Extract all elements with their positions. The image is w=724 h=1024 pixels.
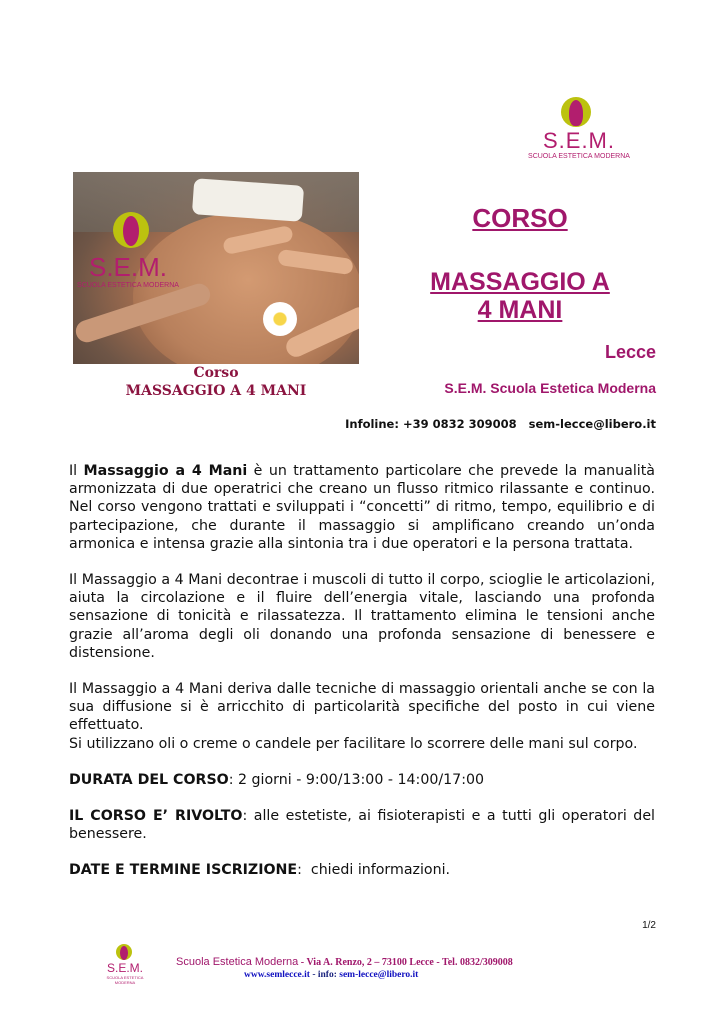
durata-value: : 2 giorni - 9:00/13:00 - 14:00/17:00 [228, 771, 485, 788]
date-line [69, 861, 655, 879]
page-title-massaggio [380, 268, 660, 324]
page-number: 1/2 [642, 920, 656, 931]
date-value: : chiedi informazioni. [297, 862, 451, 879]
paragraph-oils: Si utilizzano oli o creme o candele per facilitare lo scorrere delle mani sul corpo. [69, 735, 638, 752]
flower-icon [263, 302, 297, 336]
date-label: DATE E TERMINE ISCRIZIONE [69, 862, 298, 879]
logo-face-icon [123, 216, 139, 246]
durata-label: DURATA DEL CORSO [69, 771, 229, 788]
school-name: S.E.M. Scuola Estetica Moderna [444, 380, 656, 396]
rivolto-value: : alle estetiste, ai fisioterapisti e a tutti gli operatori del benessere. [69, 808, 655, 843]
page-title-corso: CORSO [472, 203, 568, 233]
footer-email-link[interactable]: sem-lecce@libero.it [339, 970, 419, 980]
paragraph-intro [69, 462, 655, 553]
logo-brand-text: S.E.M. [88, 252, 167, 282]
text: è un trattamento particolare che prevede la manualità armonizzata di due operatrici che creano un flusso ritmico rilassante e continuo. Nel corso vengono trattati e sviluppati i “concetti” di ritmo, tempo, equilibrio e di partecipazione, che durante il massaggio si amplificano creando un’onda armonica e intensa grazie alla sintonia tra i due operatori e la persona trattata. [69, 463, 655, 552]
footer-contact-line [244, 970, 418, 980]
sem-logo [527, 95, 630, 170]
logo-face-icon [120, 946, 128, 960]
rivolto-label: IL CORSO E’ RIVOLTO [69, 808, 243, 825]
infoline: Infoline: +39 0832 309008 sem-lecce@libero.it [345, 417, 656, 431]
logo-subtitle: SCUOLA ESTETICA MODERNA [528, 153, 630, 160]
rivolto-line [69, 807, 655, 843]
text: Il [69, 463, 84, 479]
photo-caption-title: MASSAGGIO A 4 MANI [125, 383, 307, 399]
footer-school-name: Scuola Estetica Moderna [176, 956, 299, 968]
logo-subtitle: SCUOLA ESTETICA MODERNA [106, 975, 144, 985]
logo-subtitle: SCUOLA ESTETICA MODERNA [77, 282, 179, 289]
logo-brand-text: S.E.M. [106, 961, 143, 975]
paragraph-benefits: Il Massaggio a 4 Mani decontrae i muscoli di tutto il corpo, scioglie le articolazioni, aiuta la circolazione e il fluire dell’energia vitale, lasciando una profonda sensazione di tonicità e rilassatezza. Il trattamento elimina le tensioni anche grazie all’aroma degli oli donando una profonda sensazione di benessere e distensione. [69, 572, 655, 661]
logo-face-icon [569, 100, 583, 126]
title-line-2: 4 MANI [477, 296, 563, 324]
photo-sem-logo [73, 210, 193, 300]
photo-caption-corso: Corso [193, 365, 239, 381]
city-label: Lecce [604, 342, 656, 362]
photo-towel [192, 178, 304, 222]
footer-address: - Via A. Renzo, 2 – 73100 Lecce - Tel. 0832/309008 [298, 957, 513, 968]
footer-sem-logo [100, 944, 150, 984]
title-line-1: MASSAGGIO A [430, 268, 610, 296]
paragraph-origins: Il Massaggio a 4 Mani deriva dalle tecniche di massaggio orientali anche se con la sua diffusione si è arricchito di particolarità specifiche del posto in cui viene effettuato. [69, 681, 655, 734]
footer-address-line [176, 956, 513, 968]
durata-line [69, 771, 655, 789]
document-body [69, 462, 655, 898]
footer-info-label: - info: [309, 970, 340, 980]
highlight-massaggio: Massaggio a 4 Mani [83, 463, 248, 479]
massage-photo [73, 172, 359, 364]
logo-brand-text: S.E.M. [542, 128, 615, 153]
footer-website-link[interactable]: www.semlecce.it [244, 970, 310, 980]
